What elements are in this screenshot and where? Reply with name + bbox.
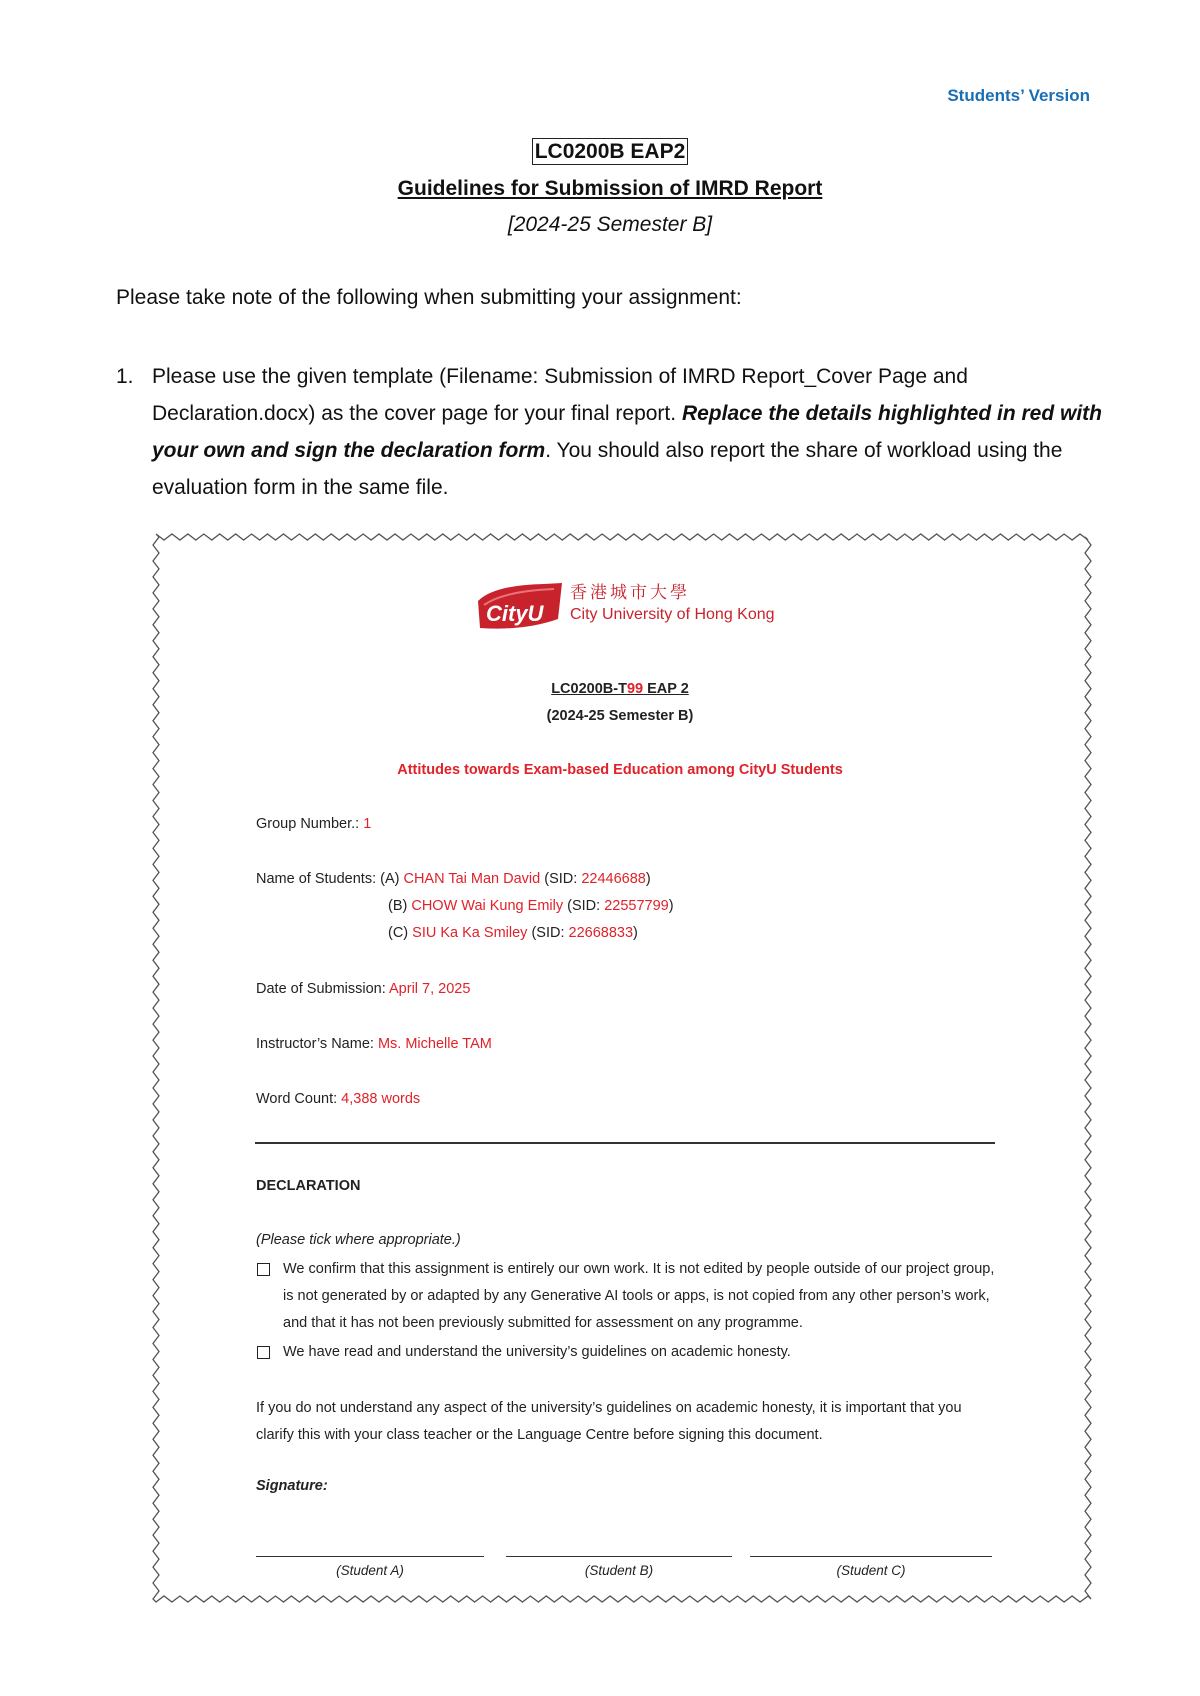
signature-label: Signature: — [256, 1478, 328, 1494]
course-code-heading — [0, 140, 1200, 164]
student-name: CHOW Wai Kung Emily — [411, 898, 564, 914]
sid-label: (SID: — [563, 898, 605, 914]
cityu-logo-icon — [474, 581, 566, 633]
signature-line-a — [256, 1556, 484, 1557]
cover-course-code — [0, 681, 1200, 697]
list-text — [152, 358, 1106, 506]
group-number-row — [256, 816, 371, 832]
checkbox[interactable] — [257, 1263, 270, 1276]
declaration-checkbox-row — [256, 1339, 996, 1366]
group-number-label: Group Number.: — [256, 816, 364, 832]
student-sid: 22446688 — [581, 871, 646, 887]
student-row — [388, 898, 674, 914]
list-item — [116, 358, 1106, 506]
divider — [255, 1142, 995, 1144]
course-code-text: LC0200B EAP2 — [532, 138, 689, 165]
student-sid: 22557799 — [604, 898, 669, 914]
sid-close: ) — [633, 925, 638, 941]
word-count-label: Word Count: — [256, 1091, 342, 1107]
checkbox-label: We confirm that this assignment is entirely our own work. It is not edited by people outside of our project group, is not generated by or adapted by any Generative AI tools or apps, is not copied from any other person’s work, and that it has not been previously submitted for assessment on any programme. — [283, 1261, 995, 1331]
list-text-part: Please use the given template (Filename: Submission of IMRD Report_Cover Page and Declaration.docx) as the cover page for your final report. — [152, 365, 968, 425]
date-row — [256, 981, 470, 997]
semester-subtitle: [2024-25 Semester B] — [507, 213, 713, 236]
checkbox-label: We have read and understand the university’s guidelines on academic honesty. — [283, 1344, 791, 1360]
students-label: Name of Students: — [256, 871, 381, 887]
word-count-value: 4,388 words — [341, 1091, 421, 1107]
academic-honesty-note: If you do not understand any aspect of the university’s guidelines on academic honesty, it is important that you clarify this with your class teacher or the Language Centre before signing this document. — [256, 1400, 962, 1443]
group-number-value: 1 — [363, 816, 372, 832]
sid-close: ) — [668, 898, 674, 914]
sid-label: (SID: — [527, 925, 569, 941]
logo-english-name: City University of Hong Kong — [570, 606, 775, 623]
student-row — [388, 925, 638, 941]
student-name: SIU Ka Ka Smiley — [412, 925, 528, 941]
signature-caption: (Student A) — [336, 1563, 404, 1578]
declaration-note: (Please tick where appropriate.) — [256, 1232, 461, 1248]
cover-code-suffix: EAP 2 — [643, 681, 689, 697]
signature-line-c — [750, 1556, 992, 1557]
list-text-emphasis: Replace the details highlighted in red with your own and sign the declaration form — [152, 402, 1102, 462]
guidelines-title: Guidelines for Submission of IMRD Report — [397, 177, 823, 200]
checkbox[interactable] — [257, 1346, 270, 1359]
list-number: 1. — [116, 365, 134, 388]
cover-code-section: 99 — [626, 681, 644, 697]
sid-close: ) — [645, 871, 651, 887]
list-text-part: . You should also report the share of workload using the evaluation form in the same file. — [152, 439, 1063, 499]
instructor-value: Ms. Michelle TAM — [377, 1036, 492, 1052]
student-sid: 22668833 — [568, 925, 634, 941]
signature-caption: (Student C) — [836, 1563, 906, 1578]
cover-code-prefix: LC0200B-T — [551, 681, 627, 697]
logo-chinese-name: 香港城市大學 — [570, 583, 690, 602]
logo-wordmark — [570, 582, 775, 626]
logo-mark-text: CityU — [486, 601, 544, 626]
student-tag: (A) — [380, 871, 404, 887]
declaration-heading: DECLARATION — [256, 1178, 361, 1194]
date-value: April 7, 2025 — [389, 981, 471, 997]
student-tag: (C) — [388, 925, 413, 941]
instructor-row — [256, 1036, 492, 1052]
intro-sentence: Please take note of the following when submitting your assignment: — [116, 286, 742, 309]
cityu-logo — [474, 577, 794, 637]
student-tag: (B) — [388, 898, 412, 914]
instructor-label: Instructor’s Name: — [256, 1036, 378, 1052]
student-row — [256, 871, 651, 887]
signature-line-b — [506, 1556, 732, 1557]
signature-caption: (Student B) — [584, 1563, 654, 1578]
cover-semester: (2024-25 Semester B) — [546, 708, 694, 724]
student-name: CHAN Tai Man David — [403, 871, 541, 887]
declaration-checkbox-row — [256, 1256, 996, 1337]
version-label: Students’ Version — [947, 86, 1090, 105]
sid-label: (SID: — [540, 871, 582, 887]
word-count-row — [256, 1091, 420, 1107]
date-label: Date of Submission: — [256, 981, 389, 997]
cover-report-title: Attitudes towards Exam-based Education among CityU Students — [397, 762, 843, 778]
